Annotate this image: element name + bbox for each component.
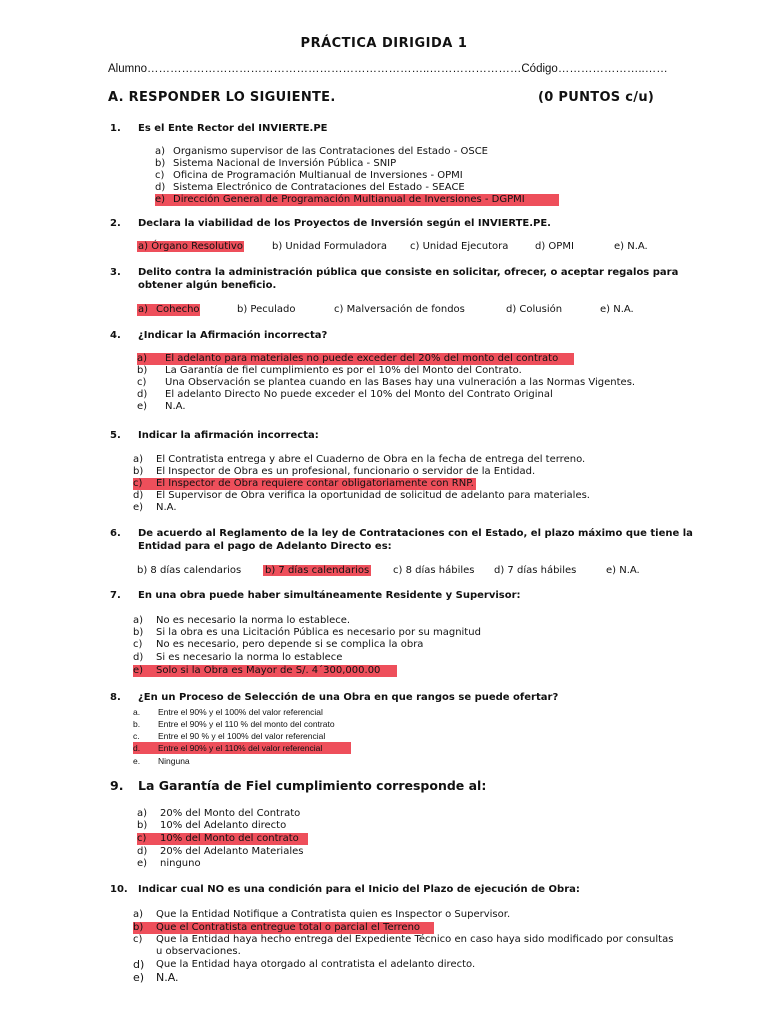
- q2-option-a-highlighted: a) Órgano Resolutivo: [138, 241, 243, 252]
- q6-option-d: d) 7 días hábiles: [494, 565, 577, 576]
- q3-option-b: b) Peculado: [237, 304, 296, 315]
- student-code-line: Alumno………………………………………………………………..……………………Código…………………..……: [108, 63, 668, 75]
- q4-option-a-highlighted: a) El adelanto para materiales no puede exceder del 20% del monto del contrato: [137, 353, 574, 365]
- q3-option-a-highlighted: a) Cohecho: [138, 304, 200, 315]
- q3-option-e: e) N.A.: [600, 304, 634, 315]
- section-heading: A. RESPONDER LO SIGUIENTE.: [108, 90, 336, 105]
- page-title: PRÁCTICA DIRIGIDA 1: [300, 36, 468, 51]
- q6-option-b2-highlighted: b) 7 días calendarios: [265, 565, 370, 576]
- q2-option-b: b) Unidad Formuladora: [272, 241, 388, 252]
- q6-option-e: e) N.A.: [606, 565, 640, 576]
- question-number: 1.: [110, 123, 121, 134]
- question-text: Es el Ente Rector del INVIERTE.PE: [138, 123, 328, 134]
- q3-option-d: d) Colusión: [506, 304, 563, 315]
- q1-option-e-highlighted: e) Dirección General de Programación Multianual de Inversiones - DGPMI: [155, 194, 559, 206]
- q6-option-c: c) 8 días hábiles: [393, 565, 475, 576]
- q2-option-d: d) OPMI: [535, 241, 574, 252]
- q2-option-e: e) N.A.: [614, 241, 648, 252]
- q2-option-c: c) Unidad Ejecutora: [410, 241, 509, 252]
- q5-option-c-highlighted: c) El Inspector de Obra requiere contar obligatoriamente con RNP.: [133, 478, 476, 490]
- q8-option-d-highlighted: d. Entre el 90% y el 110% del valor referencial: [133, 742, 351, 754]
- q7-option-e-highlighted: e) Solo si la Obra es Mayor de S/. 4´300,000.00: [133, 665, 397, 677]
- section-points: (0 PUNTOS c/u): [538, 90, 655, 105]
- q3-option-c: c) Malversación de fondos: [334, 304, 465, 315]
- q6-option-b: b) 8 días calendarios: [137, 565, 242, 576]
- q9-option-c-highlighted: c) 10% del Monto del contrato: [137, 833, 308, 845]
- q10-option-b-highlighted: b) Que el Contratista entregue total o parcial el Terreno: [133, 922, 434, 934]
